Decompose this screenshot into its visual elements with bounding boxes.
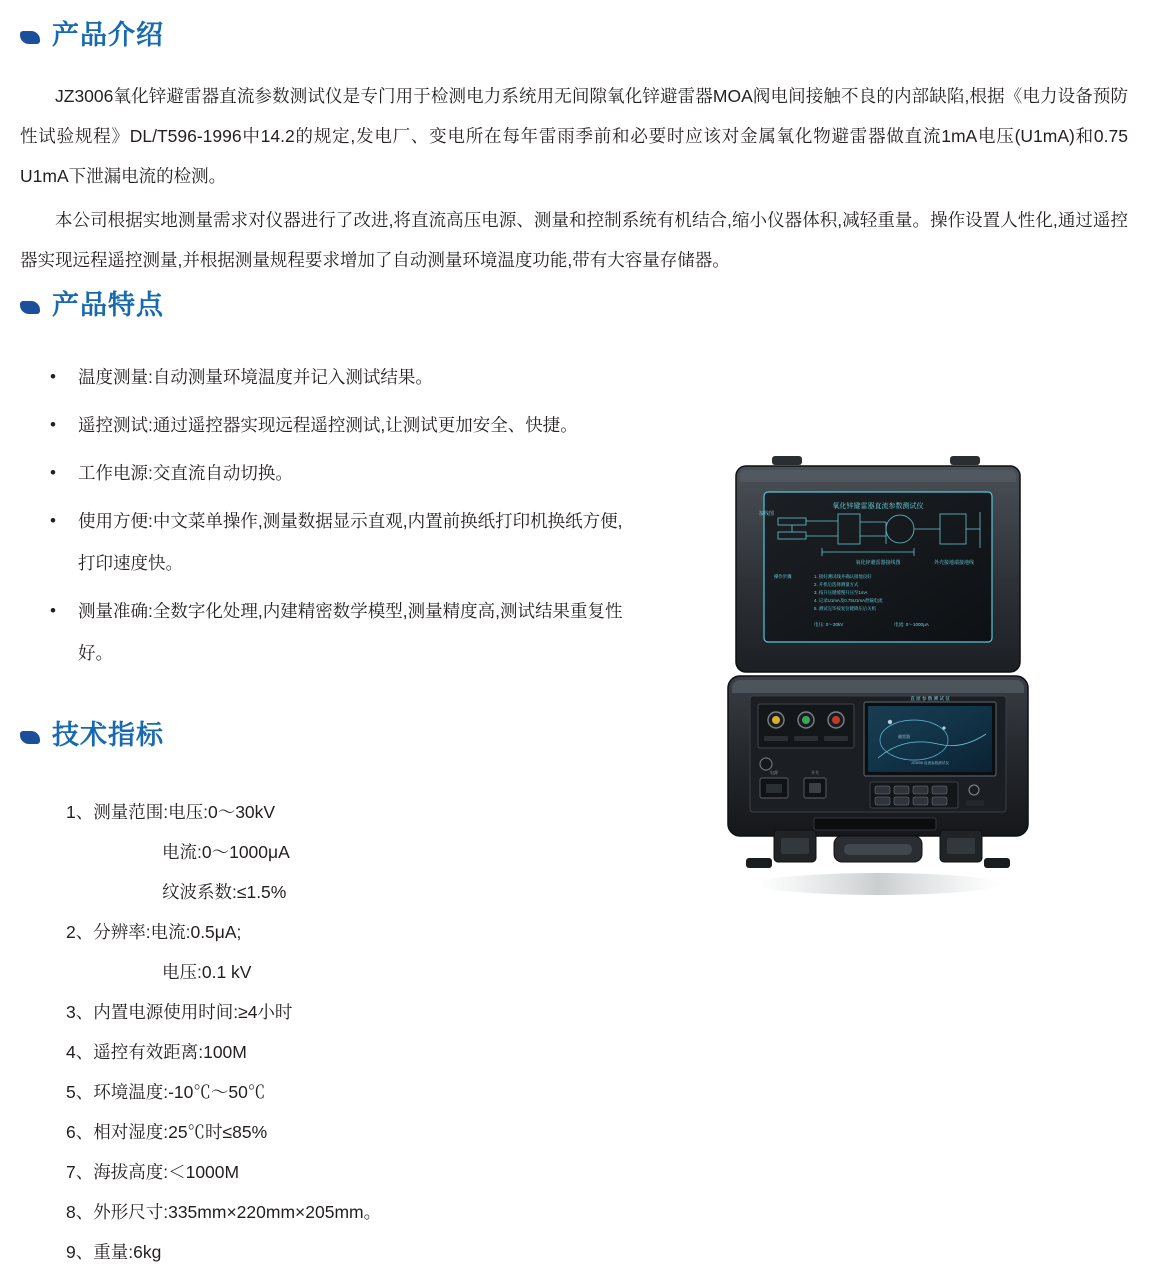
list-item-label: 工作电源:交直流自动切换。 [78, 463, 293, 483]
svg-text:电源: 电源 [770, 770, 778, 775]
svg-text:电压: 0～30kV: 电压: 0～30kV [814, 622, 844, 627]
carry-handle[interactable] [834, 836, 922, 862]
screen-label: 直 流 参 数 测 试 仪 [910, 696, 950, 701]
printer-slot [814, 818, 936, 830]
device-base [728, 676, 1028, 868]
bullet-icon: • [50, 601, 56, 620]
list-item-label: 使用方便:中文菜单操作,测量数据显示直观,内置前换纸打印机换纸方便,打印速度快。 [78, 511, 623, 573]
spec-line: 5、环境温度:-10℃～50℃ [66, 1082, 266, 1102]
list-item-label: 遥控测试:通过遥控器实现远程遥控测试,让测试更加安全、快捷。 [78, 415, 578, 435]
spec-line: 8、外形尺寸:335mm×220mm×205mm。 [66, 1202, 382, 1222]
list-item-label: 测量准确:全数字化处理,内建精密数学模型,测量精度高,测试结果重复性好。 [78, 601, 623, 663]
svg-text:电流: 0～1000μA: 电流: 0～1000μA [894, 622, 929, 627]
product-photo [718, 452, 1038, 912]
heading-text: 产品特点 [52, 290, 164, 320]
terminal-green[interactable] [802, 716, 810, 724]
svg-text:操作步骤: 操作步骤 [774, 574, 792, 579]
list-item [50, 452, 650, 494]
intro-paragraph-1: JZ3006氧化锌避雷器直流参数测试仪是专门用于检测电力系统用无间隙氧化锌避雷器MOA阀电间接触不良的内部缺陷,根据《电力设备预防性试验规程》DL/T596-1996中14.2的规定,发电厂、变电所在每年雷雨季前和必要时应该对金属氧化物避雷器做直流1mA电压(U1mA)和0.75 U1mA下泄漏电流的检测。 [20, 86, 1128, 186]
ground-terminal[interactable] [760, 758, 772, 770]
photo-shadow [756, 873, 1000, 895]
spec-line: 电压:0.1 kV [162, 962, 252, 982]
svg-text:2. 开机后选择测量方式: 2. 开机后选择测量方式 [814, 582, 859, 587]
latch-left[interactable] [774, 830, 816, 862]
knob[interactable] [969, 785, 979, 795]
bullet-icon: • [50, 367, 56, 386]
spec-line: 2、分辨率:电流:0.5μA; [66, 922, 242, 942]
svg-text:接线图: 接线图 [758, 511, 774, 517]
spec-line: 7、海拔高度:＜1000M [66, 1162, 240, 1182]
feature-list [20, 356, 650, 680]
spec-line: 4、遥控有效距离:100M [66, 1042, 247, 1062]
svg-text:5. 测试完毕按复位键降压后关机: 5. 测试完毕按复位键降压后关机 [814, 606, 876, 611]
lid-panel-title: 氧化锌避雷器直流参数测试仪 [832, 503, 924, 510]
bullet-icon: • [50, 463, 56, 482]
spec-line: 3、内置电源使用时间:≥4小时 [66, 1002, 293, 1022]
svg-text:3. 按升压键缓慢升压至1mA: 3. 按升压键缓慢升压至1mA [814, 590, 868, 595]
bullet-icon: • [50, 415, 56, 434]
svg-text:1. 接好测试线并确认接地良好: 1. 接好测试线并确认接地良好 [814, 574, 872, 579]
svg-text:4. 记录U1mA及0.75U1mA泄漏电流: 4. 记录U1mA及0.75U1mA泄漏电流 [814, 598, 883, 603]
spec-line: 1、测量范围:电压:0～30kV [66, 802, 276, 822]
section-heading-features [20, 292, 164, 319]
terminal-yellow[interactable] [772, 716, 780, 724]
heading-marker-icon [20, 301, 40, 314]
bullet-icon: • [50, 511, 56, 530]
lid-schematic-panel [764, 492, 992, 642]
list-item [50, 500, 650, 584]
device-lid [736, 456, 1020, 672]
list-item [50, 356, 650, 398]
heading-marker-icon [20, 31, 40, 44]
section-heading-specs [20, 722, 164, 749]
svg-text:JZ3006 直流参数测试仪: JZ3006 直流参数测试仪 [910, 761, 950, 765]
svg-text:外壳接地端接地线: 外壳接地端接地线 [933, 560, 975, 566]
svg-text:氧化锌避雷器接线图: 氧化锌避雷器接线图 [855, 560, 901, 566]
lcd-screen[interactable] [864, 695, 996, 776]
list-item [50, 590, 650, 674]
spec-line: 电流:0～1000μA [162, 842, 290, 862]
terminal-group [758, 704, 854, 748]
list-item-label: 温度测量:自动测量环境温度并记入测试结果。 [78, 367, 433, 387]
spec-line: 纹波系数:≤1.5% [162, 882, 287, 902]
heading-marker-icon [20, 731, 40, 744]
spec-line: 6、相对湿度:25℃时≤85% [66, 1122, 268, 1142]
terminal-red[interactable] [832, 716, 840, 724]
section-heading-intro [20, 22, 164, 49]
intro-paragraphs [20, 76, 1128, 284]
spec-line: 9、重量:6kg [66, 1242, 162, 1262]
intro-paragraph-2: 本公司根据实地测量需求对仪器进行了改进,将直流高压电源、测量和控制系统有机结合,缩小仪器体积,减轻重量。操作设置人性化,通过遥控器实现远程遥控测量,并根据测量规程要求增加了自动测量环境温度功能,带有大容量存储器。 [20, 210, 1128, 270]
svg-text:开关: 开关 [811, 770, 819, 775]
heading-text: 产品介绍 [52, 20, 164, 50]
heading-text: 技术指标 [52, 720, 164, 750]
svg-text:避雷器: 避雷器 [898, 734, 910, 739]
spec-list [20, 792, 686, 1272]
list-item [50, 404, 650, 446]
latch-right[interactable] [940, 830, 982, 862]
